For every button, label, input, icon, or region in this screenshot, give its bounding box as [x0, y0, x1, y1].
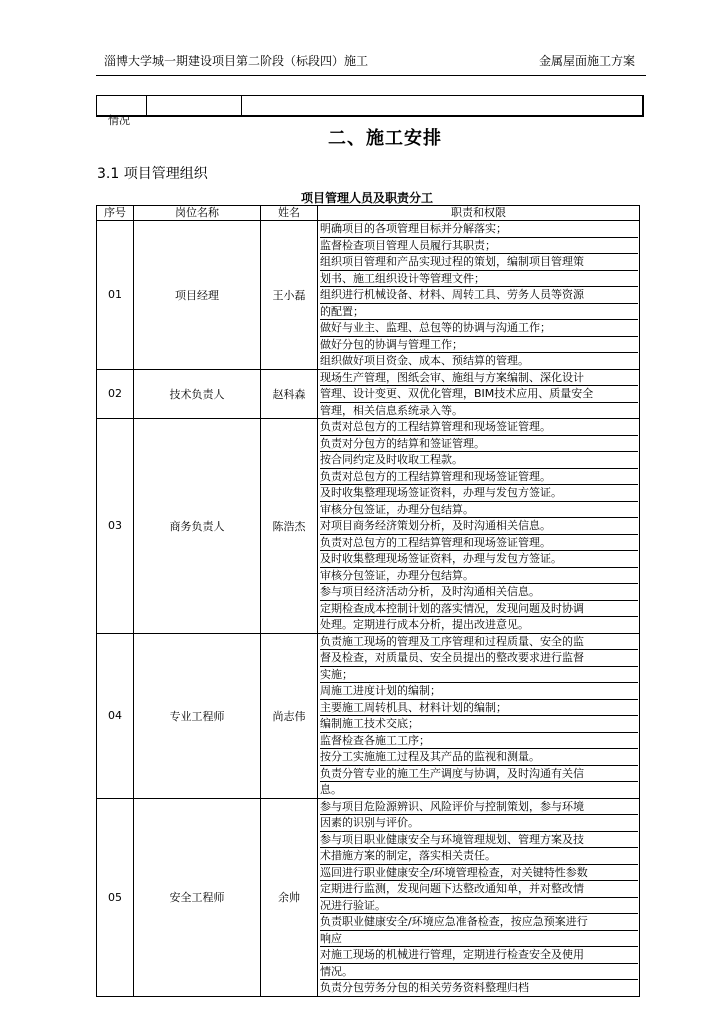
duty-line: 按分工实施施工过程及其产品的监视和测量。	[320, 749, 638, 766]
row-post: 专业工程师	[134, 633, 261, 798]
table-row	[97, 633, 640, 798]
header-post: 岗位名称	[134, 206, 261, 221]
duty-line: 负责对分包方的结算和签证管理。	[320, 436, 638, 453]
duty-line: 情况。	[320, 964, 638, 981]
row-number: 01	[97, 221, 134, 370]
duty-line: 因素的识别与评价。	[320, 815, 638, 832]
duty-line: 参与项目危险源辨识、风险评价与控制策划，参与环境	[320, 799, 638, 816]
duty-line: 对项目商务经济策划分析，及时沟通相关信息。	[320, 518, 638, 535]
duty-line: 审核分包签证，办理分包结算。	[320, 502, 638, 519]
table-body	[97, 221, 640, 997]
row-person-name: 王小磊	[261, 221, 318, 370]
row-duties	[318, 369, 640, 419]
duty-line: 负责对总包方的工程结算管理和现场签证管理。	[320, 419, 638, 436]
row-number: 05	[97, 798, 134, 996]
duty-line: 监督检查项目管理人员履行其职责；	[320, 238, 638, 255]
fragment-divider	[241, 96, 242, 115]
duty-line: 做好与业主、监理、总包等的协调与沟通工作；	[320, 320, 638, 337]
row-post: 安全工程师	[134, 798, 261, 996]
duty-line: 实施；	[320, 667, 638, 684]
duty-line: 组织进行机械设备、材料、周转工具、劳务人员等资源	[320, 287, 638, 304]
duty-line: 定期检查成本控制计划的落实情况，发现问题及时协调	[320, 601, 638, 618]
fragment-divider	[146, 96, 147, 115]
header-document-title: 金属屋面施工方案	[539, 54, 636, 68]
row-duties	[318, 798, 640, 996]
duty-line: 督及检查，对质量员、安全员提出的整改要求进行监督	[320, 650, 638, 667]
duty-line: 定期进行监测，发现问题下达整改通知单，并对整改情	[320, 881, 638, 898]
row-number: 02	[97, 369, 134, 419]
duty-line: 参与项目职业健康安全与环境管理规划、管理方案及技	[320, 832, 638, 849]
duty-line: 负责对总包方的工程结算管理和现场签证管理。	[320, 469, 638, 486]
row-person-name: 尚志伟	[261, 633, 318, 798]
row-number: 03	[97, 419, 134, 634]
duty-line: 负责分包劳务分包的相关劳务资料整理归档	[320, 981, 529, 994]
duty-line: 监督检查各施工工序；	[320, 733, 638, 750]
duty-line: 及时收集整理现场签证资料，办理与发包方签证。	[320, 485, 638, 502]
previous-table-fragment	[96, 95, 644, 117]
row-post: 项目经理	[134, 221, 261, 370]
header-no: 序号	[97, 206, 134, 221]
duty-line: 负责分管专业的施工生产调度与协调，及时沟通有关信	[320, 766, 638, 783]
duty-line: 周施工进度计划的编制；	[320, 683, 638, 700]
duty-line: 管理，相关信息系统录入等。	[320, 403, 463, 417]
duty-line: 主要施工周转机具、材料计划的编制；	[320, 700, 638, 717]
header-name: 姓名	[261, 206, 318, 221]
duty-line: 现场生产管理，图纸会审、施组与方案编制、深化设计	[320, 370, 638, 387]
duty-line: 处理。定期进行成本分析，提出改进意见。	[320, 618, 529, 631]
duty-line: 做好分包的协调与管理工作；	[320, 337, 638, 354]
duty-line: 对施工现场的机械进行管理，定期进行检查安全及使用	[320, 947, 638, 964]
row-post: 商务负责人	[134, 419, 261, 634]
duty-line: 划书、施工组织设计等管理文件；	[320, 271, 638, 288]
duty-line: 明确项目的各项管理目标并分解落实；	[320, 221, 638, 238]
table-row	[97, 798, 640, 996]
row-person-name: 赵科森	[261, 369, 318, 419]
duty-line: 管理、设计变更、双优化管理，BIM技术应用、质量安全	[320, 386, 638, 403]
row-number: 04	[97, 633, 134, 798]
section-title: 二、施工安排	[328, 128, 442, 149]
table-row	[97, 221, 640, 370]
row-duties	[318, 221, 640, 370]
duty-line: 巡回进行职业健康安全/环境管理检查，对关键特性参数	[320, 865, 638, 882]
duty-line: 负责对总包方的工程结算管理和现场签证管理。	[320, 535, 638, 552]
fragment-text: 情况	[108, 114, 130, 127]
duty-line: 按合同约定及时收取工程款。	[320, 452, 638, 469]
row-person-name: 余帅	[261, 798, 318, 996]
duty-line: 编制施工技术交底；	[320, 716, 638, 733]
table-row	[97, 369, 640, 419]
duty-line: 参与项目经济活动分析，及时沟通相关信息。	[320, 584, 638, 601]
duty-line: 息。	[320, 783, 342, 796]
table-header-row	[97, 206, 640, 221]
duty-line: 术措施方案的制定，落实相关责任。	[320, 848, 638, 865]
duty-line: 况进行验证。	[320, 898, 638, 915]
table-row	[97, 419, 640, 634]
duty-line: 及时收集整理现场签证资料，办理与发包方签证。	[320, 551, 638, 568]
row-post: 技术负责人	[134, 369, 261, 419]
row-person-name: 陈浩杰	[261, 419, 318, 634]
header-duty: 职责和权限	[318, 206, 640, 221]
subsection-title: 3.1 项目管理组织	[97, 166, 208, 182]
row-duties	[318, 419, 640, 634]
duty-line: 响应	[320, 931, 638, 948]
duty-line: 审核分包签证，办理分包结算。	[320, 568, 638, 585]
header-project-title: 淄博大学城一期建设项目第二阶段（标段四）施工	[104, 54, 369, 68]
responsibility-table	[96, 205, 640, 997]
duty-line: 的配置；	[320, 304, 638, 321]
duty-line: 组织项目管理和产品实现过程的策划，编制项目管理策	[320, 254, 638, 271]
row-duties	[318, 633, 640, 798]
duty-line: 负责职业健康安全/环境应急准备检查，按应急预案进行	[320, 914, 638, 931]
table-title: 项目管理人员及职责分工	[301, 191, 434, 205]
duty-line: 负责施工现场的管理及工序管理和过程质量、安全的监	[320, 634, 638, 651]
duty-line: 组织做好项目资金、成本、预结算的管理。	[320, 354, 529, 367]
header-rule	[96, 75, 646, 76]
